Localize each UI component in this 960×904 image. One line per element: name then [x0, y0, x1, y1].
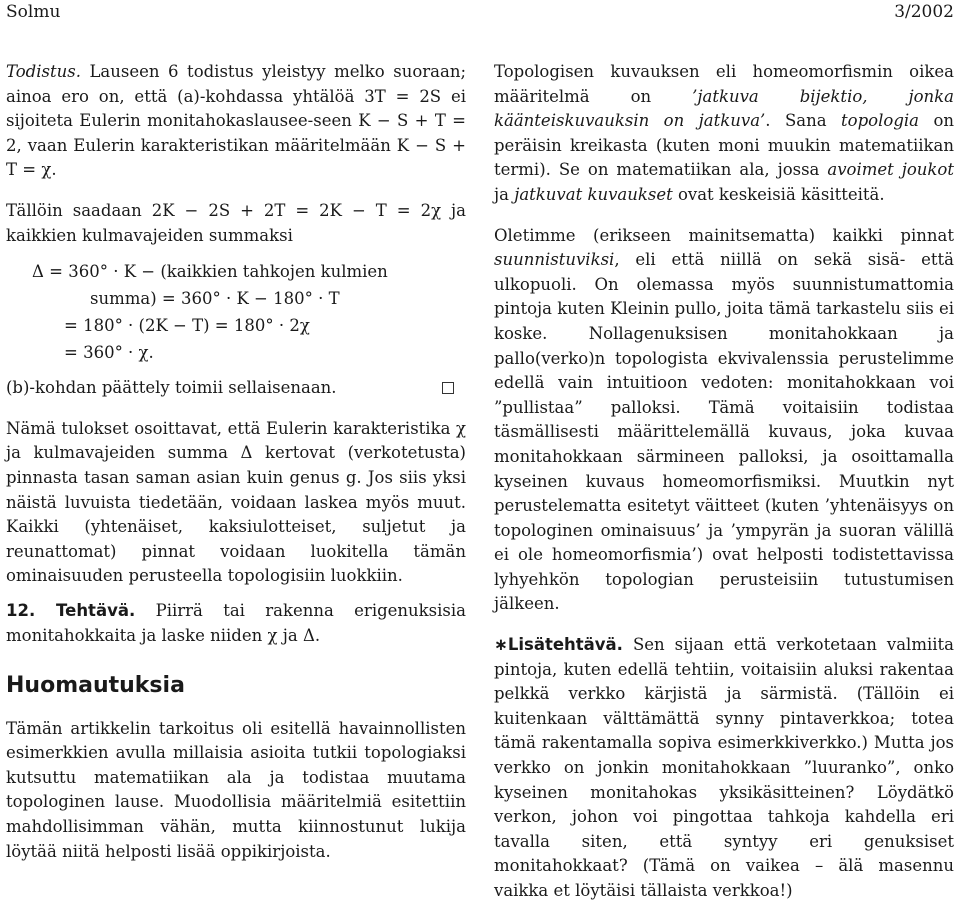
task-label: 12. Tehtävä. [6, 600, 136, 620]
page-header [6, 2, 954, 26]
proof-label: Todistus. [6, 62, 81, 81]
task-paragraph [6, 599, 466, 648]
topology-paragraph: Topologisen kuvauksen eli homeomorfismin oikea määritelmä on ’jatkuva bijektio, jonka käänteiskuvauksin on jatkuva’. Sana topologia on peräisin kreikasta (kuten moni muukin matematiikan termi). Se on matematiikan ala, jossa avoimet joukot ja jatkuvat kuvaukset ovat keskeisiä käsitteitä. [494, 62, 955, 204]
right-column [494, 60, 954, 904]
task-text: Piirrä tai rakenna erigenuksisia monitahokkaita ja laske niiden χ ja Δ. [6, 600, 467, 645]
section-heading: Huomautuksia [6, 673, 185, 699]
qed-box-icon [442, 382, 454, 394]
issue-number: 3/2002 [894, 2, 954, 22]
part-b-line [6, 376, 466, 401]
journal-name: Solmu [6, 2, 61, 22]
left-column [6, 60, 466, 864]
extra-task-text: Sen sijaan että verkotetaan valmiita pintoja, kuten edellä tehtiin, voitaisiin aluksi rakentaa pelkkä verkko kärjistä ja särmistä. (Tällöin ei kuitenkaan välttämättä synny pintaverkkoa; totea tämä rakentamalla sopiva esimerkkiverkko.) Mutta jos verkko on jonkin monitahokkaan ”luuranko”, onko kyseinen monitahokas yksikäsitteinen? Löydätkö verkon, johon voi pingottaa tahkoja kahdella eri tavalla siten, että syntyy eri genuksiset monitahokkaat? (Tämä on vaikea – älä masennu vaikka et löytäisi tällaista verkkoa!) [494, 635, 954, 900]
results-paragraph: Nämä tulokset osoittavat, että Eulerin karakteristika χ ja kulmavajeiden summa Δ kertovat (verkotetusta) pinnasta tasan saman asian kuin genus g. Jos siis yksi näistä luvuista tiedetään, voidaan laskea myös muut. Kaikki (yhtenäiset, kaksiulotteiset, suljetut ja reunattomat) pinnat voidaan luokitella tämän ominaisuuden perusteella topologisiin luokkiin. [6, 418, 466, 586]
equation-line-2: summa) = 360° · K − 180° · T [90, 289, 340, 309]
proof-paragraph [6, 60, 466, 183]
orientability-paragraph: Oletimme (erikseen mainitsematta) kaikki pinnat suunnistuviksi, eli että niillä on sekä sisä- että ulkopuoli. On olemassa myös suunnistumattomia pintoja kuten Kleinin pullo, joita tämä tarkastelu siis ei koske. Nollagenuksisen monitahokkaan ja pallo(verko)n topologista ekvivalenssia perustelimme edellä vain intuitioon vedoten: monitahokkaan voi ”pullistaa” palloksi. Tämä voitaisiin todistaa täsmällisesti määrittelemällä kuvaus, joka kuvaa monitahokkaan särmineen palloksi, ja osoittamalla kyseinen kuvaus homeomorfismiksi. Muutkin nyt perustelematta esitetyt väitteet (kuten ’yhtenäisyys on topologinen ominaisuus’ ja ’ympyrän ja suoran välillä ei ole homeomorfismia’) ovat helposti todistettavissa lyhyehkön topologian perusteisiin tutustumisen jälkeen. [494, 225, 954, 614]
equation-line-4: = 360° · χ. [64, 343, 154, 363]
equation-line-1: Δ = 360° · K − (kaikkien tahkojen kulmien [32, 262, 388, 282]
proof-text: Lauseen 6 todistus yleistyy melko suoraan; ainoa ero on, että (a)-kohdassa yhtälöä 3T = 2S ei sijoiteta Eulerin monitahokaslausee-seen K − S + T = 2, vaan Eulerin karakteristikan määritelmään K − S + T = χ. [6, 62, 467, 180]
extra-task-paragraph [494, 633, 954, 904]
extra-task-label: ∗Lisätehtävä. [494, 635, 623, 655]
remarks-paragraph: Tämän artikkelin tarkoitus oli esitellä havainnollisten esimerkkien avulla millaisia asioita tutkii topologiaksi kutsuttu matematiikan ala ja todistaa muutama topologinen lause. Muodollisia määritelmiä esitettiin mahdollisimman vähän, mutta kiinnostunut lukija löytää niitä helposti lisää oppikirjoista. [6, 718, 466, 861]
then-paragraph: Tällöin saadaan 2K − 2S + 2T = 2K − T = 2χ ja kaikkien kulmavajeiden summaksi [6, 200, 466, 245]
equation-line-3: = 180° · (2K − T) = 180° · 2χ [64, 316, 310, 336]
part-b-text: (b)-kohdan päättely toimii sellaisenaan. [6, 378, 337, 398]
